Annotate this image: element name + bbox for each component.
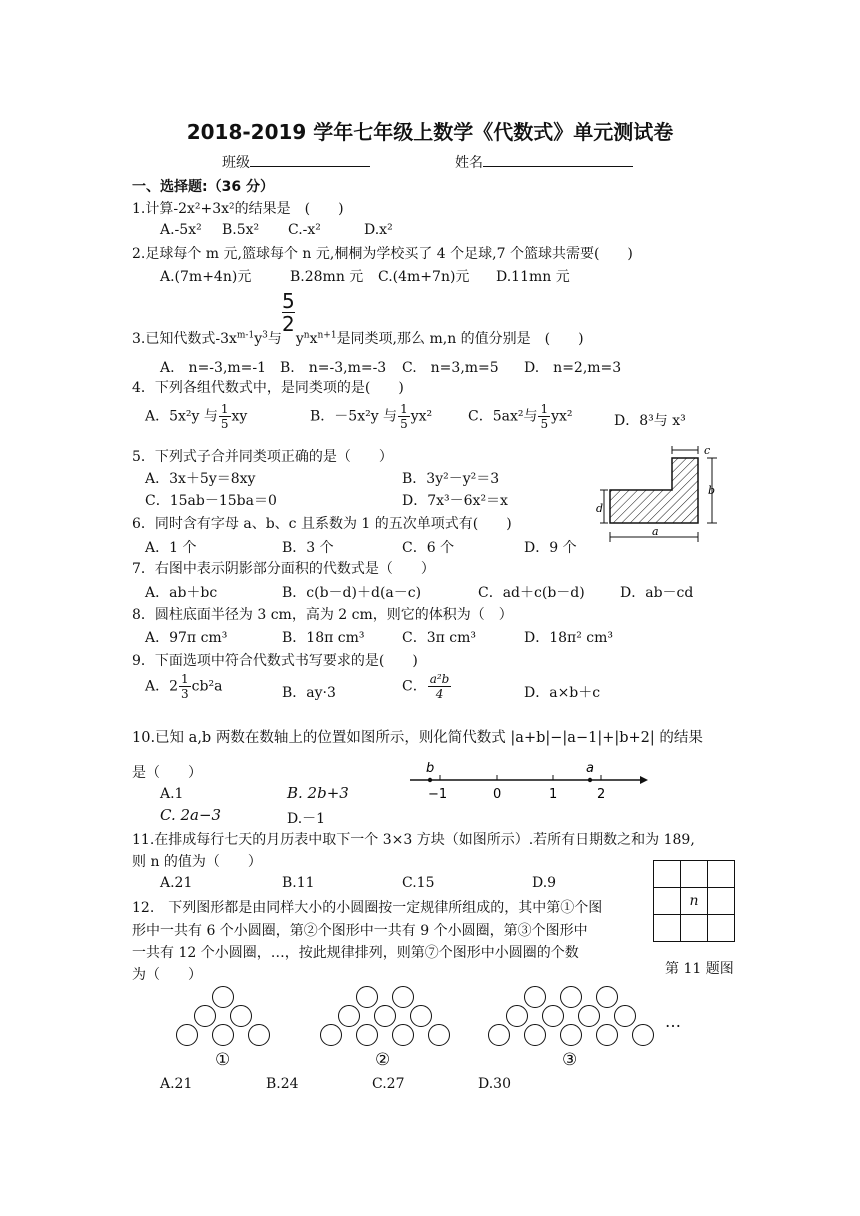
- class-label: 班级: [222, 155, 250, 171]
- q4-stem: 4．下列各组代数式中，是同类项的是( ): [132, 380, 404, 396]
- tick-label: 1: [549, 787, 558, 802]
- q2-stem: 2.足球每个 m 元,篮球每个 n 元,桐桐为学校买了 4 个足球,7 个篮球共需要( ): [132, 246, 633, 262]
- q7-option-d: D．ab－cd: [620, 585, 694, 601]
- q12-option-c: C.27: [372, 1076, 405, 1092]
- q2-option-b: B.28mn 元: [290, 269, 364, 285]
- q4-fraction: [398, 402, 410, 431]
- q3-option-a: A. n=-3,m=-1: [160, 360, 267, 376]
- q2-option-a: A.(7m+4n)元: [160, 269, 252, 285]
- q8-option-c: C．3π cm³: [402, 630, 476, 646]
- q10-option-b: B. 2b+3: [287, 784, 349, 802]
- q5-option-d: D．7x³－6x²＝x: [402, 493, 508, 509]
- q6-stem: 6．同时含有字母 a、b、c 且系数为 1 的五次单项式有( ): [132, 516, 512, 532]
- q11-stem: 11.在排成每行七天的月历表中取下一个 3×3 方块（如图所示）.若所有日期数之和为 189,: [132, 832, 695, 848]
- small-circle: [338, 1005, 360, 1027]
- frac-den: 5: [540, 417, 549, 431]
- tick-label: −1: [428, 787, 448, 802]
- frac-num: 1: [181, 672, 189, 686]
- q9-fraction: [428, 672, 452, 701]
- frac-den: 3: [181, 687, 189, 701]
- tick-label: 0: [493, 787, 502, 802]
- small-circle: [212, 1024, 234, 1046]
- q10-stem-2: 是（ ）: [132, 765, 202, 781]
- small-circle: [320, 1024, 342, 1046]
- q12-option-d: D.30: [478, 1076, 511, 1092]
- q3-stem-part: 与: [267, 331, 282, 347]
- frac-num: a²b: [429, 672, 450, 686]
- q3-option-d: D. n=2,m=3: [524, 360, 622, 376]
- q5-option-c: C．15ab－15ba＝0: [145, 493, 277, 509]
- q11-figure-caption: 第 11 题图: [665, 961, 734, 977]
- q1-stem: 1.计算-2x²+3x²的结果是 ( ): [132, 201, 344, 217]
- small-circle: [230, 1005, 252, 1027]
- frac-den: 5: [400, 417, 408, 431]
- point-a-label: a: [586, 761, 594, 776]
- q12-line-4: 为（ ）: [132, 967, 202, 983]
- q4-option-b-text: B．－5x²y 与: [310, 408, 398, 425]
- frac-num: 1: [400, 402, 408, 416]
- frac-den: 5: [220, 417, 229, 431]
- q8-option-a: A．97π cm³: [145, 630, 228, 646]
- q3-sup: m-1: [236, 330, 255, 341]
- q7-stem: 7．右图中表示阴影部分面积的代数式是（ ）: [132, 561, 435, 577]
- grid-center-cell: n: [681, 888, 708, 915]
- small-circle: [542, 1005, 564, 1027]
- q3-option-b: B. n=-3,m=-3: [280, 360, 387, 376]
- q9-mixed-fraction: [179, 672, 191, 701]
- section-heading: 一、选择题:（36 分）: [132, 179, 274, 195]
- q3-stem: [132, 328, 584, 348]
- q11-option-c: C.15: [402, 875, 435, 891]
- q3-stem-part: x: [309, 331, 318, 347]
- grid-cell: [681, 915, 708, 942]
- calendar-3x3-grid: [653, 860, 735, 942]
- q4-option-c: [468, 402, 573, 431]
- small-circle: [194, 1005, 216, 1027]
- q5-option-b: B．3y²－y²＝3: [402, 471, 500, 487]
- q4-option-a: [145, 402, 247, 431]
- small-circle: [212, 986, 234, 1008]
- shaded-l-shape-figure: [594, 440, 728, 550]
- q4-fraction: [219, 402, 231, 431]
- q6-option-d: D．9 个: [524, 540, 577, 556]
- frac-den: 4: [435, 687, 444, 701]
- q4-option-c-tail: yx²: [551, 408, 573, 425]
- label-d: d: [596, 502, 604, 515]
- q4-fraction: [538, 402, 550, 431]
- small-circle: [614, 1005, 636, 1027]
- q6-option-c: C．6 个: [402, 540, 455, 556]
- q7-option-a: A．ab＋bc: [145, 585, 218, 601]
- q10-option-c: C. 2a−3: [160, 806, 222, 824]
- q5-stem: 5．下列式子合并同类项正确的是（ ）: [132, 449, 393, 465]
- figure-ellipsis: …: [665, 1012, 681, 1031]
- q4-option-a-tail: xy: [231, 408, 248, 425]
- q4-option-b: [310, 402, 432, 431]
- q3-option-c: C. n=3,m=5: [402, 360, 499, 376]
- small-circle: [524, 1024, 546, 1046]
- small-circle: [392, 1024, 414, 1046]
- page-title: 2018-2019 学年七年级上数学《代数式》单元测试卷: [186, 120, 674, 144]
- class-field: [222, 152, 370, 172]
- small-circle: [488, 1024, 510, 1046]
- name-label: 姓名: [455, 155, 483, 171]
- q8-stem: 8．圆柱底面半径为 3 cm，高为 2 cm，则它的体积为（ ）: [132, 607, 513, 623]
- q6-option-b: B．3 个: [282, 540, 334, 556]
- q1-option-a: A.-5x²: [160, 222, 202, 238]
- q3-sup: n: [303, 330, 310, 341]
- small-circle: [392, 986, 414, 1008]
- q11-option-d: D.9: [532, 875, 557, 891]
- grid-cell: [708, 861, 735, 888]
- q9-option-c: [402, 672, 452, 701]
- q12-line-3: 一共有 12 个小圆圈，…，按此规律排列，则第⑦个图形中小圆圈的个数: [132, 945, 579, 961]
- small-circle: [632, 1024, 654, 1046]
- q9-option-a-whole: A．2: [145, 678, 179, 695]
- q3-stem-part: 3.已知代数式-3x: [132, 331, 237, 347]
- q10-stem: 10.已知 a,b 两数在数轴上的位置如图所示，则化简代数式 |a+b|−|a−1|+|b+2| 的结果: [132, 730, 703, 746]
- q6-option-a: A．1 个: [145, 540, 197, 556]
- q3-frac-num: 5: [282, 289, 295, 313]
- q7-option-c: C．ad＋c(b－d): [478, 585, 585, 601]
- small-circle: [356, 986, 378, 1008]
- class-blank: [250, 152, 370, 167]
- frac-num: 1: [220, 402, 229, 416]
- small-circle: [524, 986, 546, 1008]
- q1-option-b: B.5x²: [222, 222, 260, 238]
- q9-option-c-label: C．: [402, 678, 427, 695]
- label-a: a: [652, 525, 659, 538]
- small-circle: [506, 1005, 528, 1027]
- q12-option-b: B.24: [266, 1076, 299, 1092]
- q8-option-b: B．18π cm³: [282, 630, 365, 646]
- small-circle: [410, 1005, 432, 1027]
- figure-label-2: ②: [375, 1050, 391, 1070]
- q11-option-b: B.11: [282, 875, 315, 891]
- q9-option-a-tail: cb²a: [191, 678, 223, 695]
- q12-line-2: 形中一共有 6 个小圆圈，第②个图形中一共有 9 个小圆圈，第③个图形中: [132, 923, 588, 939]
- q1-option-d: D.x²: [364, 222, 393, 238]
- q11-stem-2: 则 n 的值为（ ）: [132, 854, 262, 870]
- small-circle: [596, 986, 618, 1008]
- q5-option-a: A．3x＋5y＝8xy: [145, 471, 256, 487]
- q10-option-a: A.1: [160, 786, 184, 802]
- q3-stem-part: 是同类项,那么 m,n 的值分别是 ( ): [336, 331, 584, 347]
- small-circle: [248, 1024, 270, 1046]
- q4-option-d: D．8³与 x³: [614, 413, 686, 429]
- q12-option-a: A.21: [160, 1076, 193, 1092]
- q4-option-b-tail: yx²: [410, 408, 433, 425]
- q9-option-d: D．a×b＋c: [524, 685, 601, 701]
- grid-cell: [654, 888, 681, 915]
- q7-option-b: B．c(b－d)＋d(a－c): [282, 585, 422, 601]
- point-b-label: b: [426, 761, 435, 776]
- tick-label: 2: [597, 787, 606, 802]
- q8-option-d: D．18π² cm³: [524, 630, 614, 646]
- small-circle: [374, 1005, 396, 1027]
- small-circle: [560, 986, 582, 1008]
- name-field: [455, 152, 633, 172]
- label-b: b: [708, 484, 716, 497]
- figure-label-3: ③: [562, 1050, 578, 1070]
- name-blank: [483, 152, 633, 167]
- small-circle: [560, 1024, 582, 1046]
- grid-cell: [654, 861, 681, 888]
- q12-line-1: 12. 下列图形都是由同样大小的小圆圈按一定规律所组成的，其中第①个图: [132, 900, 603, 916]
- number-line-figure: [400, 760, 650, 804]
- q9-stem: 9．下面选项中符合代数式书写要求的是( ): [132, 653, 418, 669]
- frac-num: 1: [540, 402, 549, 416]
- q10-option-d: D.－1: [287, 811, 326, 827]
- q2-option-d: D.11mn 元: [496, 269, 570, 285]
- q3-sup: 3: [262, 330, 268, 341]
- q4-option-c-text: C．5ax²与: [468, 408, 538, 425]
- q4-option-a-text: A．5x²y 与: [145, 408, 218, 425]
- small-circle: [596, 1024, 618, 1046]
- grid-cell: [708, 915, 735, 942]
- q3-frac-den: 2: [282, 312, 295, 336]
- label-c: c: [704, 444, 711, 457]
- small-circle: [356, 1024, 378, 1046]
- grid-cell: [681, 861, 708, 888]
- small-circle: [176, 1024, 198, 1046]
- grid-cell: [654, 915, 681, 942]
- q1-option-c: C.-x²: [288, 222, 321, 238]
- figure-label-1: ①: [215, 1050, 231, 1070]
- q9-option-b: B．ay·3: [282, 685, 336, 701]
- q3-stem-part: y: [295, 331, 304, 347]
- q3-sup: n+1: [317, 330, 337, 341]
- q11-option-a: A.21: [160, 875, 193, 891]
- q9-option-a: [145, 672, 222, 701]
- q3-stem-part: y: [254, 331, 263, 347]
- grid-cell: [708, 888, 735, 915]
- small-circle: [578, 1005, 600, 1027]
- small-circle: [428, 1024, 450, 1046]
- q2-option-c: C.(4m+7n)元: [378, 269, 470, 285]
